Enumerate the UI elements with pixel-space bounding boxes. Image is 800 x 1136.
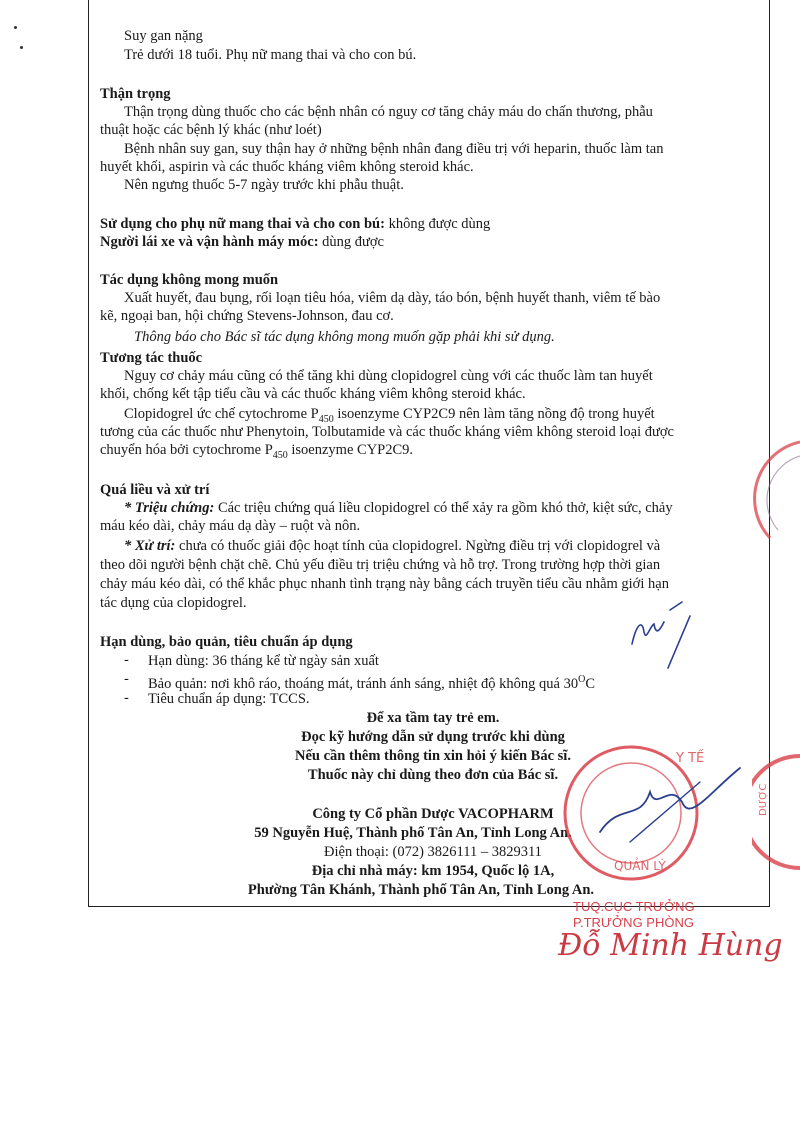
storage-item-1: Hạn dùng: 36 tháng kể từ ngày sản xuất bbox=[148, 653, 379, 669]
caution-line-1: Thận trọng dùng thuốc cho các bệnh nhân có nguy cơ tăng chảy máu do chấn thương, phẫu bbox=[124, 104, 653, 120]
interactions-heading: Tương tác thuốc bbox=[100, 350, 203, 366]
interactions-line-5-sub: 450 bbox=[272, 449, 288, 461]
factory-address-1: Địa chỉ nhà máy: km 1954, Quốc lộ 1A, bbox=[311, 863, 555, 879]
caution-heading: Thận trọng bbox=[100, 86, 171, 102]
pregnancy-line bbox=[100, 215, 490, 233]
driving-value: dùng được bbox=[318, 234, 384, 250]
storage-heading: Hạn dùng, bảo quản, tiêu chuẩn áp dụng bbox=[100, 634, 353, 650]
company-name: Công ty Cổ phần Dược VACOPHARM bbox=[312, 806, 554, 822]
storage-item-2b: C bbox=[585, 675, 596, 692]
pregnancy-value: không được dùng bbox=[384, 216, 491, 232]
svg-text:QUẢN LÝ: QUẢN LÝ bbox=[614, 859, 666, 873]
overdose-heading: Quá liều và xử trí bbox=[100, 482, 210, 498]
company-address: 59 Nguyễn Huệ, Thành phố Tân An, Tỉnh Long An. bbox=[254, 825, 572, 841]
storage-item-2-sup: O bbox=[578, 674, 586, 685]
pregnancy-label: Sử dụng cho phụ nữ mang thai và cho con bú: bbox=[100, 216, 385, 232]
side-effects-note: Thông báo cho Bác sĩ tác dụng không mong muốn gặp phải khi sử dụng. bbox=[134, 329, 555, 345]
warning-4: Thuốc này chỉ dùng theo đơn của Bác sĩ. bbox=[307, 767, 559, 783]
caution-line-5: Nên ngưng thuốc 5-7 ngày trước khi phẫu thuật. bbox=[124, 177, 404, 193]
interactions-line-5 bbox=[100, 441, 413, 465]
interactions-line-3a: Clopidogrel ức chế cytochrome P bbox=[124, 406, 319, 422]
side-effects-line-1: Xuất huyết, đau bụng, rối loạn tiêu hóa, viêm dạ dày, táo bón, bệnh huyết thanh, viêm tế bào bbox=[124, 290, 661, 306]
interactions-line-2: khối, chống kết tập tiểu cầu và các thuốc kháng viêm không steroid khác. bbox=[100, 386, 526, 402]
svg-text:Y TẾ: Y TẾ bbox=[676, 751, 705, 766]
warning-1: Để xa tầm tay trẻ em. bbox=[366, 710, 500, 726]
list-dash: - bbox=[124, 652, 129, 668]
scan-speck bbox=[14, 26, 17, 29]
scan-speck bbox=[20, 46, 23, 49]
storage-item-3: Tiêu chuẩn áp dụng: TCCS. bbox=[148, 691, 310, 707]
approval-line-1: TUQ.CỤC TRƯỞNG bbox=[573, 899, 695, 914]
svg-text:DƯỢC: DƯỢC bbox=[758, 783, 769, 816]
overdose-symptoms-line-2: máu kéo dài, chảy máu dạ dày – ruột và nôn. bbox=[100, 518, 361, 534]
driving-label: Người lái xe và vận hành máy móc: bbox=[100, 234, 319, 250]
caution-line-3: Bệnh nhân suy gan, suy thận hay ở những bệnh nhân đang điều trị với heparin, thuốc làm tan bbox=[124, 141, 664, 157]
treatment-text: chưa có thuốc giải độc hoạt tính của clopidogrel. Ngừng điều trị với clopidogrel và bbox=[175, 538, 661, 554]
overdose-treatment-line-3: chảy máu kéo dài, có thể khắc phục nhanh tình trạng này bằng cách truyền tiểu cầu nhằm giới hạn bbox=[100, 576, 669, 592]
list-dash: - bbox=[124, 671, 129, 687]
interactions-line-3-sub: 450 bbox=[318, 413, 334, 425]
overdose-treatment-line-1 bbox=[124, 537, 660, 555]
approval-signature: Đỗ Minh Hùng bbox=[558, 928, 783, 963]
company-phone: Điện thoại: (072) 3826111 – 3829311 bbox=[324, 844, 542, 860]
symptoms-label: * Triệu chứng: bbox=[124, 500, 215, 516]
symptoms-text: Các triệu chứng quá liều clopidogrel có thể xảy ra gồm khó thở, kiệt sức, chảy bbox=[214, 500, 673, 516]
overdose-symptoms-line-1 bbox=[124, 499, 673, 517]
interactions-line-5a: chuyển hóa bởi cytochrome P bbox=[100, 442, 273, 458]
list-dash: - bbox=[124, 690, 129, 706]
caution-line-2: thuật hoặc các bệnh lý khác (như loét) bbox=[100, 122, 322, 138]
overdose-treatment-line-4: tác dụng của clopidogrel. bbox=[100, 595, 247, 611]
factory-address-2: Phường Tân Khánh, Thành phố Tân An, Tỉnh Long An. bbox=[247, 882, 595, 898]
contra-line-2: Trẻ dưới 18 tuổi. Phụ nữ mang thai và cho con bú. bbox=[124, 47, 417, 63]
interactions-line-1: Nguy cơ chảy máu cũng có thể tăng khi dùng clopidogrel cùng với các thuốc làm tan huyết bbox=[124, 368, 653, 384]
side-effects-heading: Tác dụng không mong muốn bbox=[100, 272, 279, 288]
interactions-line-3b: isoenzyme CYP2C9 nên làm tăng nồng độ trong huyết bbox=[333, 406, 655, 422]
caution-line-4: huyết khối, aspirin và các thuốc kháng viêm không steroid khác. bbox=[100, 159, 474, 175]
storage-item-2a: Bảo quản: nơi khô ráo, thoáng mát, tránh ánh sáng, nhiệt độ không quá 30 bbox=[148, 675, 579, 692]
approval-line-2: P.TRƯỞNG PHÒNG bbox=[573, 915, 694, 930]
overdose-treatment-line-2: theo dõi người bệnh chặt chẽ. Chủ yếu điều trị triệu chứng và hỗ trợ. Trong trường hợp thời gian bbox=[100, 557, 661, 573]
interactions-line-5b: isoenzyme CYP2C9. bbox=[287, 442, 414, 458]
warning-3: Nếu cần thêm thông tin xin hỏi ý kiến Bác sĩ. bbox=[295, 748, 571, 764]
interactions-line-4: tương của các thuốc như Phenytoin, Tolbutamide và các thuốc kháng viêm không steroid loại được bbox=[100, 424, 674, 440]
treatment-label: * Xử trí: bbox=[124, 538, 176, 554]
side-effects-line-2: kẽ, ngoại ban, hội chứng Stevens-Johnson, đau cơ. bbox=[100, 308, 394, 324]
contra-line-1: Suy gan nặng bbox=[124, 28, 203, 44]
warning-2: Đọc kỹ hướng dẫn sử dụng trước khi dùng bbox=[301, 729, 565, 745]
driving-line bbox=[100, 233, 384, 251]
